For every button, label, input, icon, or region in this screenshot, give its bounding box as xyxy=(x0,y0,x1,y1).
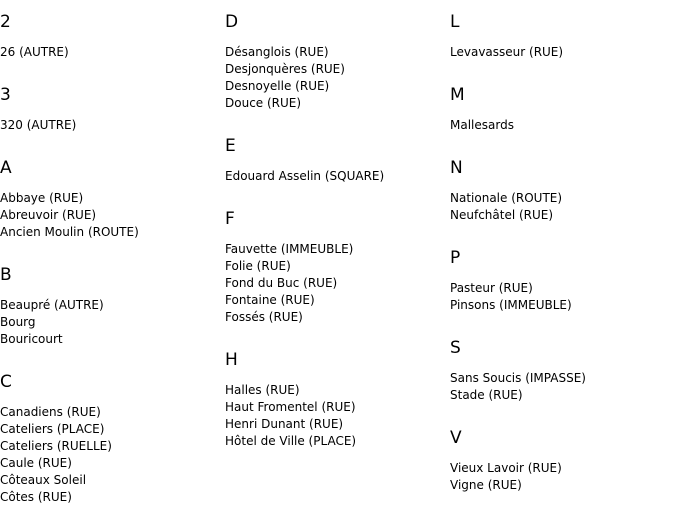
letter-heading: N xyxy=(450,158,463,178)
street-link[interactable]: Douce (RUE) xyxy=(225,96,302,110)
street-link[interactable]: 320 (AUTRE) xyxy=(0,118,77,132)
letter-heading: D xyxy=(225,12,239,32)
street-link[interactable]: Côtes (RUE) xyxy=(0,490,72,504)
letter-heading: H xyxy=(225,350,238,370)
street-list xyxy=(0,190,220,241)
street-link[interactable]: Bouricourt xyxy=(0,332,63,346)
street-link[interactable]: Pinsons (IMMEUBLE) xyxy=(450,298,572,312)
street-link[interactable]: Abreuvoir (RUE) xyxy=(0,208,97,222)
street-link[interactable]: Edouard Asselin (SQUARE) xyxy=(225,169,385,183)
street-list xyxy=(225,168,445,185)
street-link[interactable]: Mallesards xyxy=(450,118,514,132)
street-list xyxy=(0,297,220,348)
street-link[interactable]: Cateliers (PLACE) xyxy=(0,422,105,436)
letter-heading: S xyxy=(450,338,461,358)
street-link[interactable]: Bourg xyxy=(0,315,36,329)
letter-group xyxy=(450,158,670,236)
street-link[interactable]: Henri Dunant (RUE) xyxy=(225,417,344,431)
street-list xyxy=(225,44,445,112)
street-list xyxy=(225,382,445,450)
letter-group xyxy=(225,350,445,462)
letter-heading: V xyxy=(450,428,462,448)
street-link[interactable]: Caule (RUE) xyxy=(0,456,72,470)
letter-group xyxy=(450,248,670,326)
letter-group xyxy=(0,372,220,518)
street-link[interactable]: Fond du Buc (RUE) xyxy=(225,276,338,290)
street-link[interactable]: Fossés (RUE) xyxy=(225,310,303,324)
letter-group xyxy=(450,338,670,416)
street-link[interactable]: Levavasseur (RUE) xyxy=(450,45,564,59)
letter-group xyxy=(0,265,220,360)
street-link[interactable]: Beaupré (AUTRE) xyxy=(0,298,104,312)
street-list xyxy=(0,404,220,506)
letter-group xyxy=(450,85,670,146)
street-link[interactable]: Hôtel de Ville (PLACE) xyxy=(225,434,357,448)
letter-heading: P xyxy=(450,248,461,268)
street-link[interactable]: Ancien Moulin (ROUTE) xyxy=(0,225,139,239)
street-list xyxy=(450,370,670,404)
street-list xyxy=(0,117,220,134)
street-list xyxy=(450,44,670,61)
street-link[interactable]: Folie (RUE) xyxy=(225,259,291,273)
letter-heading: F xyxy=(225,209,235,229)
letter-group xyxy=(225,136,445,197)
street-link[interactable]: Côteaux Soleil xyxy=(0,473,87,487)
letter-group xyxy=(0,158,220,253)
letter-group xyxy=(0,12,220,73)
street-list xyxy=(225,241,445,326)
street-link[interactable]: Désanglois (RUE) xyxy=(225,45,329,59)
street-link[interactable]: 26 (AUTRE) xyxy=(0,45,69,59)
street-link[interactable]: Nationale (ROUTE) xyxy=(450,191,563,205)
street-list xyxy=(450,460,670,494)
street-list xyxy=(0,44,220,61)
street-link[interactable]: Desnoyelle (RUE) xyxy=(225,79,330,93)
street-list xyxy=(450,280,670,314)
letter-group xyxy=(450,12,670,73)
street-link[interactable]: Desjonquères (RUE) xyxy=(225,62,345,76)
letter-group xyxy=(0,85,220,146)
street-link[interactable]: Canadiens (RUE) xyxy=(0,405,101,419)
letter-heading: A xyxy=(0,158,12,178)
street-list xyxy=(450,190,670,224)
letter-heading: C xyxy=(0,372,12,392)
street-link[interactable]: Vieux Lavoir (RUE) xyxy=(450,461,562,475)
letter-heading: 3 xyxy=(0,85,11,105)
street-list xyxy=(450,117,670,134)
letter-group xyxy=(225,12,445,124)
street-link[interactable]: Stade (RUE) xyxy=(450,388,523,402)
letter-heading: B xyxy=(0,265,12,285)
street-column-3 xyxy=(450,0,670,506)
street-link[interactable]: Vigne (RUE) xyxy=(450,478,522,492)
street-link[interactable]: Pasteur (RUE) xyxy=(450,281,533,295)
street-link[interactable]: Haut Fromentel (RUE) xyxy=(225,400,356,414)
street-link[interactable]: Cateliers (RUELLE) xyxy=(0,439,112,453)
street-column-1 xyxy=(0,0,220,518)
letter-heading: E xyxy=(225,136,236,156)
letter-group xyxy=(225,209,445,338)
street-column-2 xyxy=(225,0,445,462)
letter-heading: 2 xyxy=(0,12,11,32)
letter-group xyxy=(450,428,670,506)
street-link[interactable]: Sans Soucis (IMPASSE) xyxy=(450,371,586,385)
street-link[interactable]: Halles (RUE) xyxy=(225,383,300,397)
street-link[interactable]: Neufchâtel (RUE) xyxy=(450,208,554,222)
street-link[interactable]: Abbaye (RUE) xyxy=(0,191,84,205)
letter-heading: M xyxy=(450,85,465,105)
street-link[interactable]: Fauvette (IMMEUBLE) xyxy=(225,242,354,256)
street-link[interactable]: Fontaine (RUE) xyxy=(225,293,315,307)
letter-heading: L xyxy=(450,12,460,32)
